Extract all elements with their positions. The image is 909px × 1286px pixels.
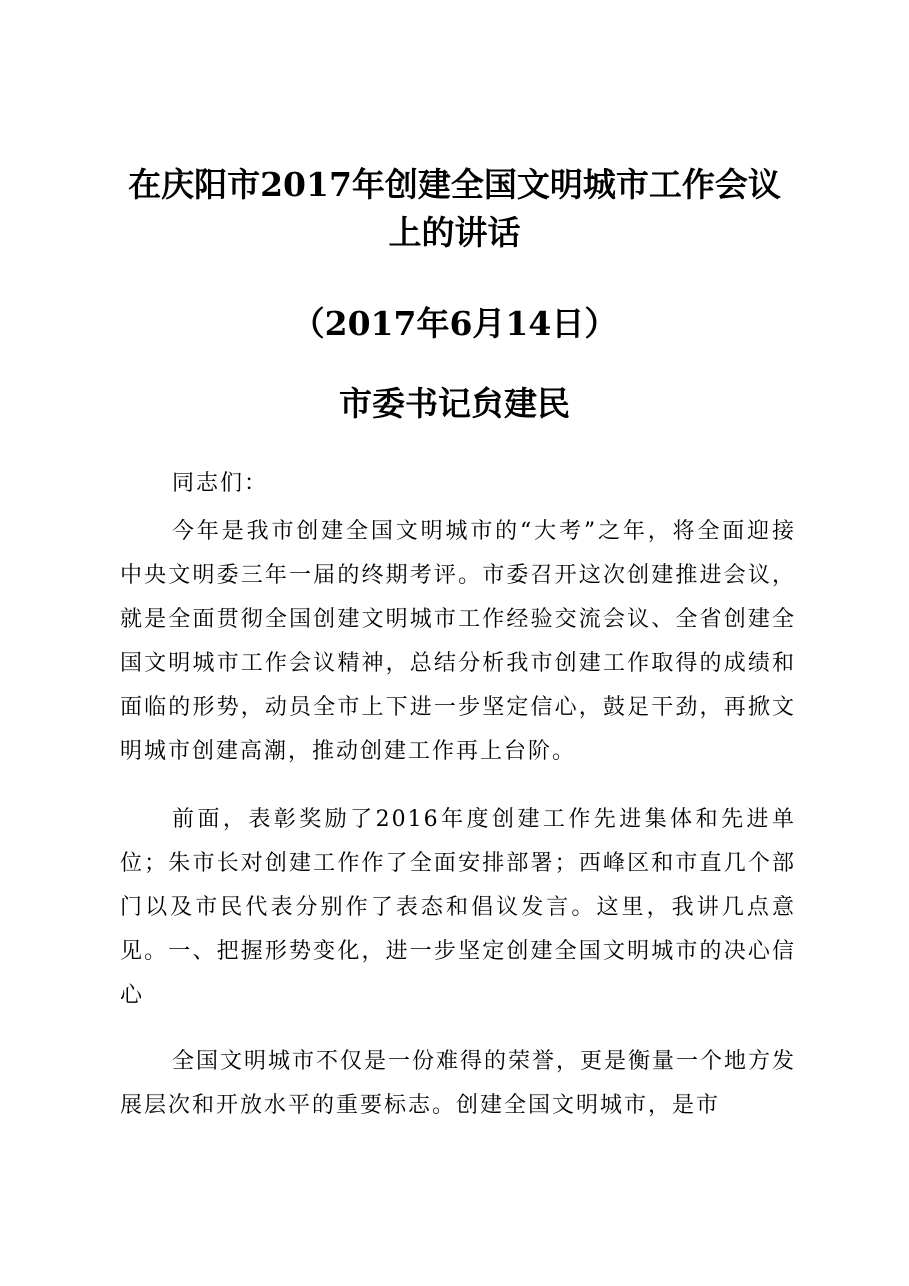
- salutation: 同志们：: [172, 471, 269, 496]
- document-title-line-1: 在庆阳市2017年创建全国文明城市工作会议: [128, 165, 781, 204]
- document-author: 市委书记贠建民: [339, 384, 570, 423]
- document-title-line-2: 上的讲话: [388, 213, 521, 252]
- paragraph-1: 今年是我市创建全国文明城市的“大考”之年，将全面迎接中央文明委三年一届的终期考评。市委召开这次创建推进会议，就是全面贯彻全国创建文明城市工作经验交流会议、全省创建全国文明城市工作会议精神，总结分析我市创建工作取得的成绩和面临的形势，动员全市上下进一步坚定信心，鼓足干劲，再掀文明城市创建高潮，推动创建工作再上台阶。: [120, 519, 796, 764]
- paragraph-3: 全国文明城市不仅是一份难得的荣誉，更是衡量一个地方发展层次和开放水平的重要标志。创建全国文明城市，是市: [120, 1049, 797, 1118]
- document-date: （2017年6月14日）: [291, 304, 618, 343]
- paragraph-2: 前面，表彰奖励了2016年度创建工作先进集体和先进单位；朱市长对创建工作作了全面安排部署；西峰区和市直几个部门以及市民代表分别作了表态和倡议发言。这里，我讲几点意见。一、把握形势变化，进一步坚定创建全国文明城市的决心信心: [120, 807, 796, 1008]
